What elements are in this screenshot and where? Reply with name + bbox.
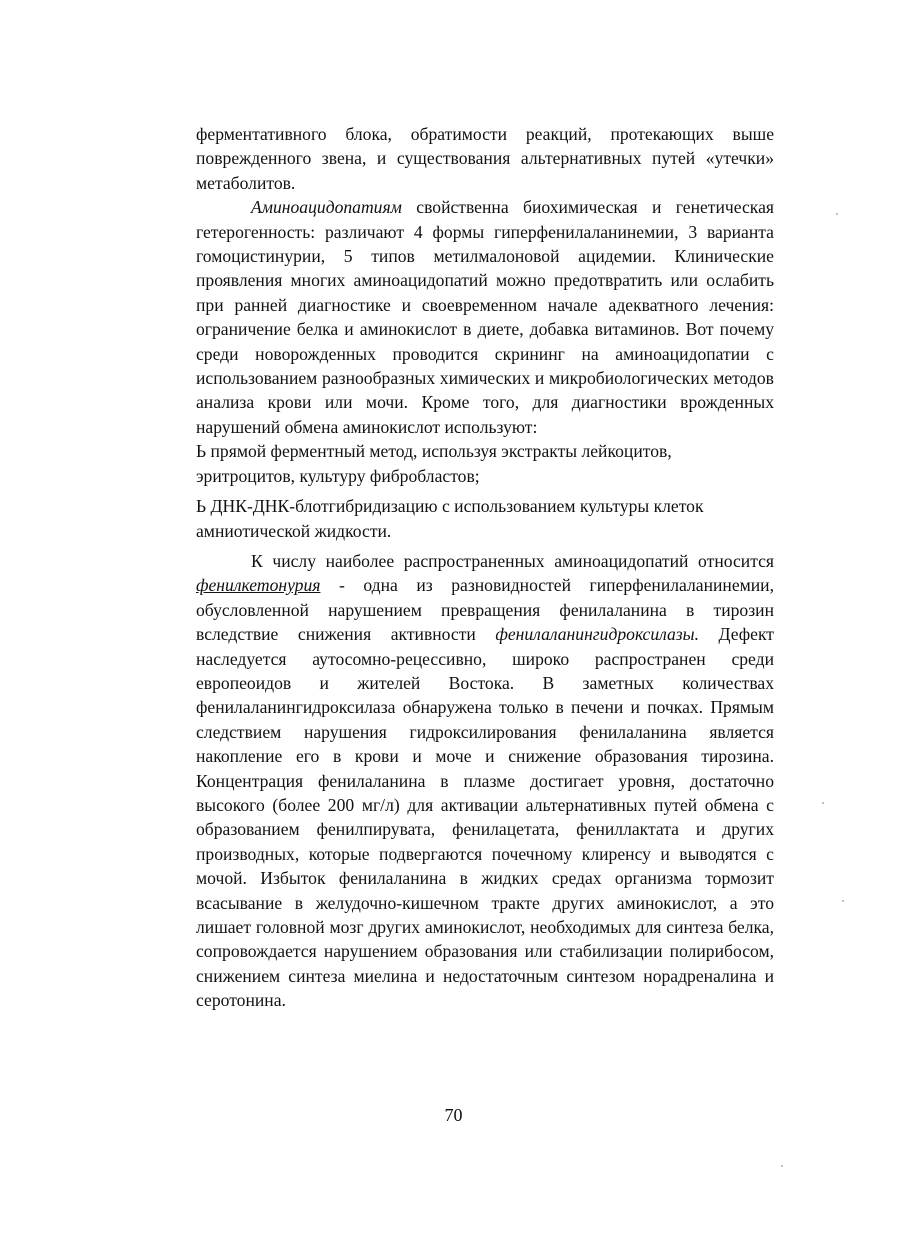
paragraph-text: Дефект наследуется аутосомно-рецессивно, широко распространен среди европеоидов и жителей Востока. В заметных количествах фенилаланингидроксилаза обнаружена только в печени и почках. Прямым следствием нарушения гидроксилирования фенилаланина является накопление его в крови и моче и снижение образования тирозина. Концентрация фенилаланина в плазме достигает уровня, достаточно высокого (более 200 мг/л) для активации альтернативных путей обмена с образованием фенилпирувата, фенилацетата, фениллактата и других производных, которые подвергаются почечному клиренсу и выводятся с мочой. Избыток фенилаланина в жидких средах организма тормозит всасывание в желудочно-кишечном тракте других аминокислот, а это лишает головной мозг других аминокислот, необходимых для синтеза белка, сопровождается нарушением образования или стабилизации полирибосом, снижением синтеза миелина и недостаточным синтезом норадреналина и серотонина. xyxy=(196,624,774,1011)
term-phenylketonuria: фенилкетонурия xyxy=(196,575,321,596)
bullet-marker: Ь xyxy=(196,441,207,462)
scan-speck xyxy=(842,900,844,902)
page-body xyxy=(196,122,774,1013)
paragraph-aminoacidopathies xyxy=(196,195,774,439)
bullet-item-blot-hybridization xyxy=(196,494,774,543)
paragraph-phenylketonuria xyxy=(196,549,774,1013)
term-aminoacidopathies: Аминоацидопатиям xyxy=(251,197,402,218)
scan-speck xyxy=(836,213,838,215)
bullet-item-enzyme-method xyxy=(196,439,774,488)
bullet-text: прямой ферментный метод, используя экстракты лейкоцитов, эритроцитов, культуру фибробластов; xyxy=(196,441,672,486)
bullet-marker: Ь xyxy=(196,496,207,517)
page-number: 70 xyxy=(444,1105,463,1125)
paragraph-continuation: ферментативного блока, обратимости реакций, протекающих выше поврежденного звена, и существования альтернативных путей «утечки» метаболитов. xyxy=(196,124,774,193)
bullet-text: ДНК-ДНК-блотгибридизацию с использованием культуры клеток амниотической жидкости. xyxy=(196,496,704,541)
scan-speck xyxy=(822,802,824,804)
paragraph-text: К числу наиболее распространенных аминоацидопатий относится xyxy=(251,550,774,571)
term-phenylalanine-hydroxylase: фенилаланингидроксилазы. xyxy=(495,624,699,645)
paragraph-text: свойственна биохимическая и генетическая гетерогенность: различают 4 формы гиперфенилаланинемии, 3 варианта гомоцистинурии, 5 типов метилмалоновой ацидемии. Клинические проявления многих аминоацидопатий можно предотвратить или ослабить при ранней диагностике и своевременном начале адекватного лечения: ограничение белка и аминокислот в диете, добавка витаминов. Вот почему среди новорожденных проводится скрининг на аминоацидопатии с использованием разнообразных химических и микробиологических методов анализа крови или мочи. Кроме того, для диагностики врожденных нарушений обмена аминокислот используют: xyxy=(196,197,774,437)
scan-speck xyxy=(781,1165,783,1167)
paragraph-text: - одна из разновидностей гиперфенилаланинемии, обусловленной нарушением превращения фенилаланина в тирозин вследствие снижения активности xyxy=(196,575,774,645)
